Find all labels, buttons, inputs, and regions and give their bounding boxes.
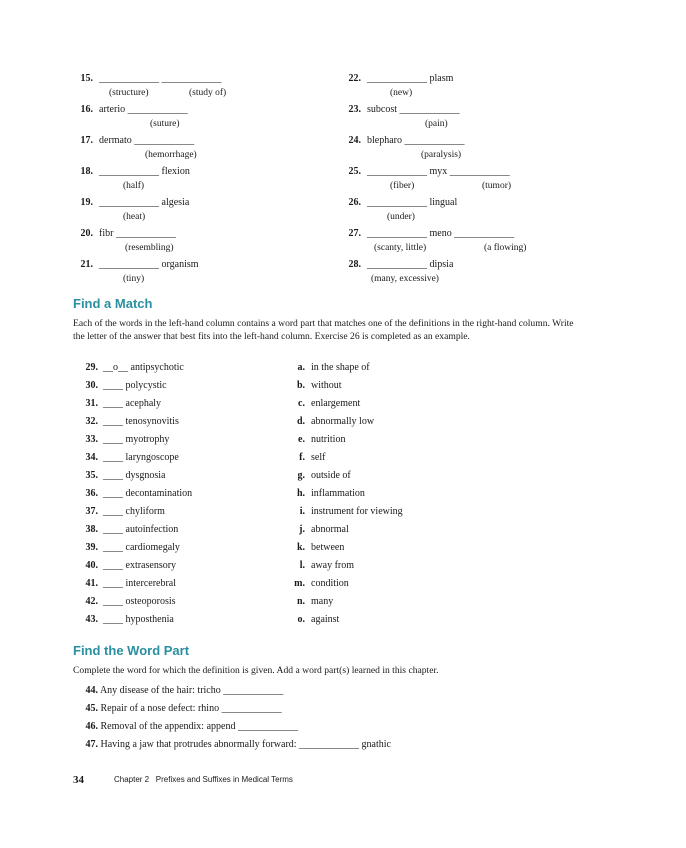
definition-letter: o. [297, 614, 305, 625]
item-number: 24. [348, 135, 361, 146]
definition-text: nutrition [311, 434, 346, 445]
item-number: 25. [348, 166, 361, 177]
item-hint: (new) [390, 88, 413, 98]
item-number: 40. [85, 560, 98, 571]
item-number: 30. [85, 380, 98, 391]
item-number: 23. [348, 104, 361, 115]
running-head: Chapter 2 Prefixes and Suffixes in Medical Terms [114, 775, 293, 784]
item-number: 47. [85, 739, 98, 750]
word-part-prompt: Removal of the appendix: append ____________ [100, 721, 298, 732]
definition-text: enlargement [311, 398, 361, 409]
item-number: 28. [348, 259, 361, 270]
item-hint: (paralysis) [421, 150, 462, 160]
page-number: 34 [73, 774, 84, 786]
definition-letter: f. [299, 452, 305, 463]
match-word: polycystic [125, 380, 167, 391]
definition-text: against [311, 614, 340, 625]
item-number: 46. [85, 721, 98, 732]
item-number: 45. [85, 703, 98, 714]
item-hint: (many, excessive) [371, 274, 439, 284]
item-number: 16. [80, 104, 93, 115]
item-blank-line: ____________ meno ____________ [367, 228, 515, 239]
item-number: 34. [85, 452, 98, 463]
match-word: extrasensory [125, 560, 177, 571]
item-hint: (a flowing) [484, 243, 527, 253]
match-word: hyposthenia [125, 614, 174, 625]
item-number: 37. [85, 506, 98, 517]
item-blank-line: subcost ____________ [367, 104, 460, 115]
definition-letter: g. [297, 470, 305, 481]
item-blank-line: dermato ____________ [99, 135, 195, 146]
item-number: 17. [80, 135, 93, 146]
answer-blank: ____ [103, 614, 123, 625]
definition-letter: e. [298, 434, 305, 445]
answer-blank: ____ [103, 542, 123, 553]
item-hint: (tiny) [123, 274, 145, 284]
word-part-item [78, 720, 298, 733]
item-hint: (pain) [425, 119, 448, 129]
match-word: decontamination [125, 488, 193, 499]
match-word: myotrophy [125, 434, 170, 445]
definition-text: abnormally low [311, 416, 375, 427]
word-part-item [78, 684, 283, 697]
answer-blank: ____ [103, 560, 123, 571]
item-number: 41. [85, 578, 98, 589]
item-blank-line: ____________ algesia [99, 197, 190, 208]
item-hint: (heat) [123, 212, 146, 222]
word-part-item [78, 738, 391, 751]
definition-letter: i. [299, 506, 305, 517]
match-word: intercerebral [125, 578, 177, 589]
item-number: 38. [85, 524, 98, 535]
item-hint: (suture) [150, 119, 180, 129]
definition-letter: b. [296, 380, 305, 391]
definition-letter: m. [294, 578, 305, 589]
definition-letter: j. [299, 524, 305, 535]
word-part-instructions: Complete the word for which the definition is given. Add a word part(s) learned in this chapter. [73, 665, 439, 676]
match-word: acephaly [125, 398, 162, 409]
item-hint: (tumor) [482, 181, 512, 191]
item-hint: (half) [123, 181, 145, 191]
item-number: 32. [85, 416, 98, 427]
match-word: chyliform [125, 506, 165, 517]
match-word: autoinfection [125, 524, 179, 535]
item-hint: (under) [387, 212, 415, 222]
definition-letter: a. [297, 362, 305, 373]
definition-letter: d. [296, 416, 305, 427]
answer-blank: ____ [103, 380, 123, 391]
definition-text: in the shape of [311, 362, 370, 373]
item-number: 35. [85, 470, 98, 481]
item-number: 20. [80, 228, 93, 239]
answer-blank: ____ [103, 596, 123, 607]
item-hint: (structure) [109, 88, 149, 98]
answer-blank: ____ [103, 524, 123, 535]
definition-text: instrument for viewing [311, 506, 403, 517]
answer-blank: ____ [103, 452, 123, 463]
match-word: osteoporosis [125, 596, 176, 607]
item-blank-line: blepharo ____________ [367, 135, 465, 146]
match-word: laryngoscope [125, 452, 179, 463]
item-number: 29. [85, 362, 98, 373]
answer-blank: ____ [103, 434, 123, 445]
definition-letter: l. [299, 560, 305, 571]
definition-text: without [311, 380, 342, 391]
answer-blank: ____ [103, 398, 123, 409]
answer-blank: ____ [103, 470, 123, 481]
word-part-prompt: Any disease of the hair: tricho ____________ [99, 685, 284, 696]
item-blank-line: fibr ____________ [99, 228, 176, 239]
item-number: 21. [80, 259, 93, 270]
match-word: dysgnosia [125, 470, 166, 481]
item-blank-line: ____________ lingual [367, 197, 458, 208]
answer-blank: __o__ [103, 362, 128, 373]
item-blank-line: ____________ dipsia [367, 259, 454, 270]
definition-text: many [311, 596, 334, 607]
definition-text: outside of [311, 470, 351, 481]
answer-blank: ____ [103, 578, 123, 589]
item-number: 39. [85, 542, 98, 553]
definition-letter: k. [296, 542, 305, 553]
item-blank-line: ____________ plasm [367, 73, 454, 84]
word-part-item [78, 702, 282, 715]
item-number: 44. [85, 685, 98, 696]
match-word: antipsychotic [130, 362, 184, 373]
item-number: 19. [80, 197, 93, 208]
item-hint: (scanty, little) [374, 243, 427, 253]
item-number: 42. [85, 596, 98, 607]
item-number: 27. [348, 228, 361, 239]
answer-blank: ____ [103, 506, 123, 517]
definition-letter: n. [296, 596, 305, 607]
item-hint: (fiber) [390, 181, 415, 191]
item-number: 26. [348, 197, 361, 208]
item-number: 31. [85, 398, 98, 409]
item-number: 22. [348, 73, 361, 84]
item-number: 43. [85, 614, 98, 625]
item-number: 15. [80, 73, 93, 84]
match-word: tenosynovitis [125, 416, 179, 427]
definition-text: abnormal [311, 524, 349, 535]
answer-blank: ____ [103, 416, 123, 427]
definition-text: self [311, 452, 326, 463]
item-blank-line: arterio ____________ [99, 104, 188, 115]
definition-text: condition [311, 578, 349, 589]
item-hint: (hemorrhage) [145, 150, 197, 160]
definition-text: away from [311, 560, 355, 571]
definition-text: inflammation [311, 488, 365, 499]
answer-blank: ____ [103, 488, 123, 499]
item-blank-line: ____________ flexion [99, 166, 190, 177]
definition-letter: c. [298, 398, 305, 409]
item-hint: (resembling) [125, 243, 174, 253]
item-number: 33. [85, 434, 98, 445]
section-heading-find-a-match: Find a Match [73, 296, 153, 311]
match-word: cardiomegaly [125, 542, 180, 553]
item-hint: (study of) [189, 88, 227, 98]
item-blank-line: ____________ ____________ [99, 73, 222, 84]
definition-letter: h. [296, 488, 305, 499]
definition-text: between [311, 542, 345, 553]
match-instructions: Each of the words in the left-hand column contains a word part that matches one of the definitions in the right-hand column. Write the letter of the answer that best fits into the left-hand column. Exercise 26 is completed as an example. [73, 318, 574, 342]
word-part-prompt: Repair of a nose defect: rhino ____________ [100, 703, 282, 714]
item-number: 36. [85, 488, 98, 499]
item-blank-line: ____________ myx ____________ [367, 166, 510, 177]
word-part-prompt: Having a jaw that protrudes abnormally forward: ____________ gnathic [100, 739, 391, 750]
section-heading-find-the-word-part: Find the Word Part [73, 643, 190, 658]
item-blank-line: ____________ organism [99, 259, 199, 270]
item-number: 18. [80, 166, 93, 177]
